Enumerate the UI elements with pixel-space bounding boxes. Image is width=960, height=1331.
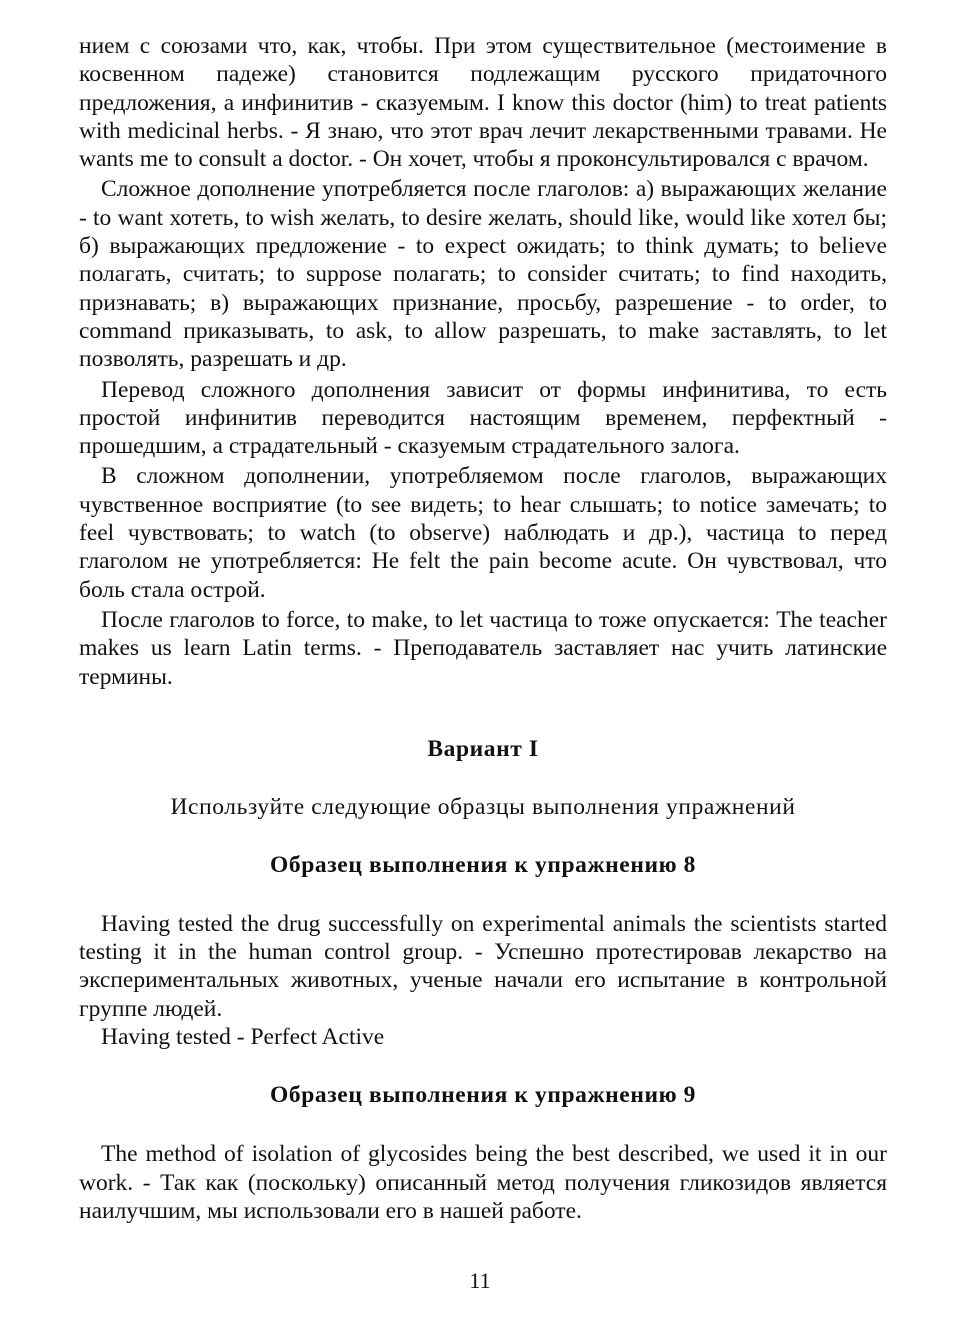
paragraph-particle-omission: После глаголов to force, to make, to let частица to тоже опускается: The teacher makes us learn Latin terms. - Преподаватель заставляет нас учить латинские термины.: [79, 606, 887, 690]
paragraph-continuation: нием с союзами что, как, чтобы. При этом существительное (местоимение в косвенном падеже) становится подлежащим русского придаточного предложения, а инфинитив - сказуемым. I know this doctor (him) to treat patients with medicinal herbs. - Я знаю, что этот врач лечит лекарственными травами. He wants me to consult a doctor. - Он хочет, чтобы я проконсультировался с врачом.: [79, 33, 887, 173]
page-number: 11: [469, 1268, 491, 1293]
sample-8-note: Having tested - Perfect Active: [101, 1024, 385, 1051]
variant-title: Вариант I: [427, 735, 539, 762]
page-content: [79, 32, 887, 1227]
sample-9-text: The method of isolation of glycosides being the best described, we used it in our work. - Так как (поскольку) описанный метод получения гликозидов является наилучшим, мы использовали его в нашей работе.: [79, 1141, 887, 1224]
paragraph-complex-object-verbs: Сложное дополнение употребляется после глаголов: а) выражающих желание - to want хотеть, to wish желать, to desire желать, should like, would like хотел бы; б) выражающих предложение - to expect ожидать; to think думать; to believe полагать, считать; to suppose полагать; to consider считать; to find находить, признавать; в) выражающих признание, просьбу, разрешение - to order, to command приказывать, to ask, to allow разрешать, to make заставлять, to let позволять, разрешать и др.: [79, 176, 887, 373]
sample-8-heading: Образец выполнения к упражнению 8: [270, 851, 696, 878]
paragraph-sense-perception: В сложном дополнении, употребляемом после глаголов, выражающих чувственное восприятие (to see видеть; to hear слышать; to notice замечать; to feel чувствовать; to watch (to observe) наблюдать и др.), частица to перед глаголом не употребляется: He felt the pain become acute. Он чувствовал, что боль стала острой.: [79, 463, 887, 603]
exercise-instruction: Используйте следующие образцы выполнения упражнений: [170, 793, 796, 820]
sample-8-text: Having tested the drug successfully on experimental animals the scientists started testing it in the human control group. - Успешно протестировав лекарство на экспериментальных животных, ученые начали его испытание в контрольной группе людей.: [79, 910, 887, 1022]
sample-9-heading: Образец выполнения к упражнению 9: [270, 1082, 696, 1109]
paragraph-translation-rule: Перевод сложного дополнения зависит от формы инфинитива, то есть простой инфинитив переводится настоящим временем, перфектный - прошедшим, а страдательный - сказуемым страдательного залога.: [79, 376, 887, 460]
